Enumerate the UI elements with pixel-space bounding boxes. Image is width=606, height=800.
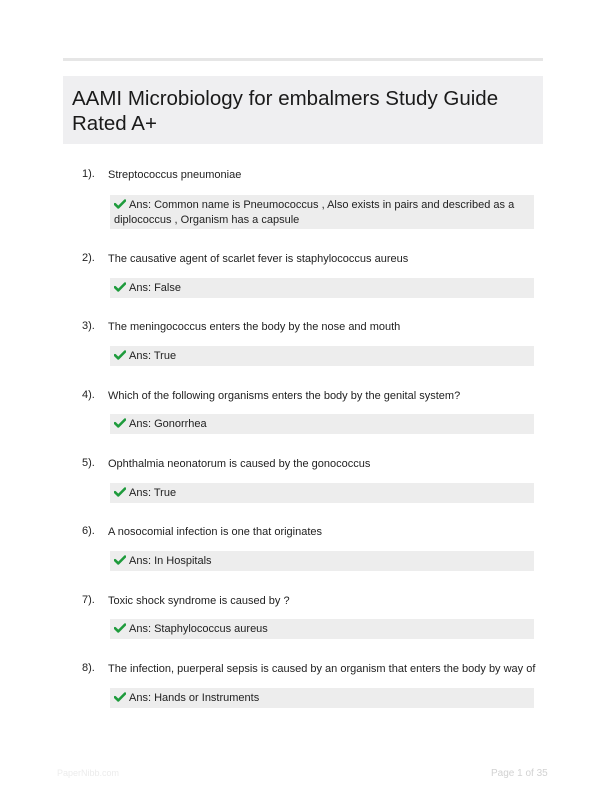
answer-box	[110, 483, 534, 503]
question-text: Toxic shock syndrome is caused by ?	[108, 595, 290, 607]
answer-box	[110, 346, 534, 366]
check-icon	[114, 555, 126, 565]
question-number: 5).	[82, 457, 95, 469]
answer-text: Ans: True	[129, 350, 177, 362]
page-number: Page 1 of 35	[491, 768, 548, 779]
question-text: The meningococcus enters the body by the nose and mouth	[108, 321, 401, 333]
question-text: The infection, puerperal sepsis is caused by an organism that enters the body by way of	[108, 663, 536, 675]
document-title: AAMI Microbiology for embalmers Study Guide Rated A+	[72, 87, 499, 135]
question-text: Ophthalmia neonatorum is caused by the gonococcus	[108, 458, 371, 470]
answer-text: Ans: Gonorrhea	[129, 418, 207, 430]
question-text: A nosocomial infection is one that originates	[108, 526, 323, 538]
question-number: 7).	[82, 594, 95, 606]
answer-text: Ans: Hands or Instruments	[129, 692, 260, 704]
check-icon	[114, 418, 126, 428]
check-icon	[114, 199, 126, 209]
question-number: 8).	[82, 662, 95, 674]
question-text: The causative agent of scarlet fever is staphylococcus aureus	[108, 253, 409, 265]
check-icon	[114, 282, 126, 292]
answer-text: Ans: False	[129, 282, 181, 294]
answer-text: Ans: In Hospitals	[129, 555, 212, 567]
answer-box	[110, 195, 534, 229]
question-number: 3).	[82, 320, 95, 332]
answer-box	[110, 551, 534, 571]
answer-box	[110, 688, 534, 708]
check-icon	[114, 623, 126, 633]
check-icon	[114, 350, 126, 360]
answer-text: Ans: True	[129, 487, 177, 499]
watermark-text: PaperNibb.com	[57, 768, 120, 778]
question-number: 2).	[82, 252, 95, 264]
answer-text: Ans: Common name is Pneumococcus , Also exists in pairs and described as a diplococcus , Organism has a capsule	[114, 199, 515, 226]
question-number: 1).	[82, 168, 95, 180]
question-text: Which of the following organisms enters the body by the genital system?	[108, 390, 461, 402]
question-number: 4).	[82, 389, 95, 401]
check-icon	[114, 487, 126, 497]
top-divider	[63, 58, 543, 61]
answer-box	[110, 414, 534, 434]
answer-text: Ans: Staphylococcus aureus	[129, 623, 268, 635]
question-text: Streptococcus pneumoniae	[108, 169, 242, 181]
answer-box	[110, 619, 534, 639]
question-number: 6).	[82, 525, 95, 537]
title-banner	[63, 76, 543, 144]
check-icon	[114, 692, 126, 702]
answer-box	[110, 278, 534, 298]
